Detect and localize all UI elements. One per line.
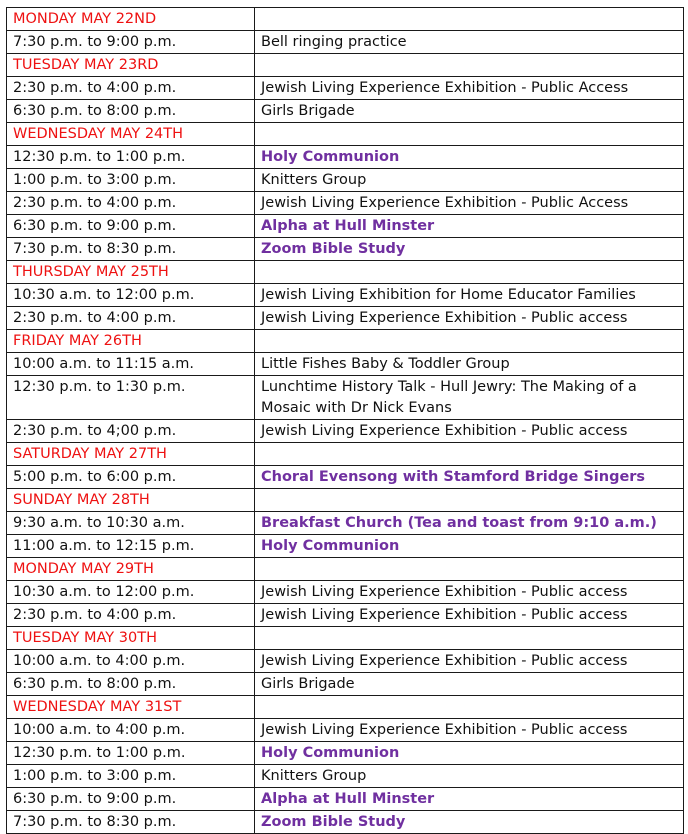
event-row <box>7 284 684 307</box>
schedule-body <box>7 8 684 834</box>
day-date-label: WEDNESDAY MAY 24TH <box>7 123 255 146</box>
events-schedule-table <box>6 7 684 834</box>
event-title: Girls Brigade <box>255 673 684 696</box>
event-time: 2:30 p.m. to 4:00 p.m. <box>7 192 255 215</box>
event-title: Jewish Living Experience Exhibition - Public access <box>255 719 684 742</box>
event-time: 10:00 a.m. to 11:15 a.m. <box>7 353 255 376</box>
event-title-service: Alpha at Hull Minster <box>255 788 684 811</box>
event-row <box>7 742 684 765</box>
event-title: Jewish Living Experience Exhibition - Public Access <box>255 192 684 215</box>
event-title-service: Alpha at Hull Minster <box>255 215 684 238</box>
event-title-service: Breakfast Church (Tea and toast from 9:10 a.m.) <box>255 512 684 535</box>
event-title: Jewish Living Experience Exhibition - Public access <box>255 650 684 673</box>
event-title: Bell ringing practice <box>255 31 684 54</box>
event-time: 2:30 p.m. to 4:00 p.m. <box>7 77 255 100</box>
event-row <box>7 31 684 54</box>
event-time: 7:30 p.m. to 8:30 p.m. <box>7 811 255 834</box>
event-time: 2:30 p.m. to 4;00 p.m. <box>7 420 255 443</box>
event-title: Little Fishes Baby & Toddler Group <box>255 353 684 376</box>
event-row <box>7 535 684 558</box>
day-heading-row <box>7 8 684 31</box>
event-title-service: Choral Evensong with Stamford Bridge Singers <box>255 466 684 489</box>
event-time: 12:30 p.m. to 1:00 p.m. <box>7 742 255 765</box>
event-time: 6:30 p.m. to 8:00 p.m. <box>7 100 255 123</box>
day-heading-empty-cell <box>255 627 684 650</box>
event-time: 10:00 a.m. to 4:00 p.m. <box>7 650 255 673</box>
event-title: Knitters Group <box>255 765 684 788</box>
day-date-label: THURSDAY MAY 25TH <box>7 261 255 284</box>
event-title: Jewish Living Experience Exhibition - Public access <box>255 307 684 330</box>
day-heading-empty-cell <box>255 54 684 77</box>
event-title: Jewish Living Experience Exhibition - Public Access <box>255 77 684 100</box>
day-heading-row <box>7 627 684 650</box>
event-row <box>7 788 684 811</box>
event-time: 11:00 a.m. to 12:15 p.m. <box>7 535 255 558</box>
day-heading-row <box>7 261 684 284</box>
event-time: 1:00 p.m. to 3:00 p.m. <box>7 765 255 788</box>
event-title: Knitters Group <box>255 169 684 192</box>
event-time: 12:30 p.m. to 1:30 p.m. <box>7 376 255 420</box>
day-date-label: TUESDAY MAY 23RD <box>7 54 255 77</box>
event-time: 10:30 a.m. to 12:00 p.m. <box>7 284 255 307</box>
event-time: 9:30 a.m. to 10:30 a.m. <box>7 512 255 535</box>
event-time: 2:30 p.m. to 4:00 p.m. <box>7 604 255 627</box>
event-row <box>7 77 684 100</box>
event-row <box>7 146 684 169</box>
event-time: 2:30 p.m. to 4:00 p.m. <box>7 307 255 330</box>
day-heading-row <box>7 558 684 581</box>
event-time: 10:00 a.m. to 4:00 p.m. <box>7 719 255 742</box>
day-heading-row <box>7 123 684 146</box>
day-heading-row <box>7 443 684 466</box>
day-heading-row <box>7 489 684 512</box>
day-heading-empty-cell <box>255 558 684 581</box>
event-row <box>7 420 684 443</box>
event-title-service: Holy Communion <box>255 146 684 169</box>
event-time: 7:30 p.m. to 9:00 p.m. <box>7 31 255 54</box>
event-row <box>7 353 684 376</box>
event-time: 5:00 p.m. to 6:00 p.m. <box>7 466 255 489</box>
event-title-service: Zoom Bible Study <box>255 811 684 834</box>
event-time: 1:00 p.m. to 3:00 p.m. <box>7 169 255 192</box>
event-row <box>7 811 684 834</box>
event-row <box>7 215 684 238</box>
event-row <box>7 238 684 261</box>
day-date-label: FRIDAY MAY 26TH <box>7 330 255 353</box>
day-heading-empty-cell <box>255 330 684 353</box>
event-row <box>7 512 684 535</box>
day-date-label: MONDAY MAY 22ND <box>7 8 255 31</box>
day-heading-empty-cell <box>255 123 684 146</box>
event-time: 6:30 p.m. to 9:00 p.m. <box>7 788 255 811</box>
event-time: 10:30 a.m. to 12:00 p.m. <box>7 581 255 604</box>
event-title-service: Holy Communion <box>255 742 684 765</box>
event-row <box>7 581 684 604</box>
event-row <box>7 169 684 192</box>
day-heading-empty-cell <box>255 8 684 31</box>
event-row <box>7 466 684 489</box>
event-title: Lunchtime History Talk - Hull Jewry: The Making of a Mosaic with Dr Nick Evans <box>255 376 684 420</box>
event-row <box>7 673 684 696</box>
day-heading-empty-cell <box>255 696 684 719</box>
event-time: 12:30 p.m. to 1:00 p.m. <box>7 146 255 169</box>
event-time: 6:30 p.m. to 9:00 p.m. <box>7 215 255 238</box>
event-row <box>7 100 684 123</box>
day-heading-empty-cell <box>255 489 684 512</box>
event-title-service: Holy Communion <box>255 535 684 558</box>
day-heading-row <box>7 330 684 353</box>
event-title: Jewish Living Experience Exhibition - Public access <box>255 604 684 627</box>
day-heading-empty-cell <box>255 261 684 284</box>
day-date-label: TUESDAY MAY 30TH <box>7 627 255 650</box>
event-time: 6:30 p.m. to 8:00 p.m. <box>7 673 255 696</box>
event-row <box>7 765 684 788</box>
event-title: Girls Brigade <box>255 100 684 123</box>
event-title: Jewish Living Experience Exhibition - Public access <box>255 581 684 604</box>
day-date-label: WEDNESDAY MAY 31ST <box>7 696 255 719</box>
day-heading-empty-cell <box>255 443 684 466</box>
day-heading-row <box>7 696 684 719</box>
event-title: Jewish Living Exhibition for Home Educator Families <box>255 284 684 307</box>
event-row <box>7 192 684 215</box>
event-row <box>7 650 684 673</box>
event-row <box>7 376 684 420</box>
event-time: 7:30 p.m. to 8:30 p.m. <box>7 238 255 261</box>
event-row <box>7 604 684 627</box>
event-title-service: Zoom Bible Study <box>255 238 684 261</box>
day-date-label: SATURDAY MAY 27TH <box>7 443 255 466</box>
day-heading-row <box>7 54 684 77</box>
day-date-label: SUNDAY MAY 28TH <box>7 489 255 512</box>
event-row <box>7 719 684 742</box>
day-date-label: MONDAY MAY 29TH <box>7 558 255 581</box>
event-title: Jewish Living Experience Exhibition - Public access <box>255 420 684 443</box>
event-row <box>7 307 684 330</box>
